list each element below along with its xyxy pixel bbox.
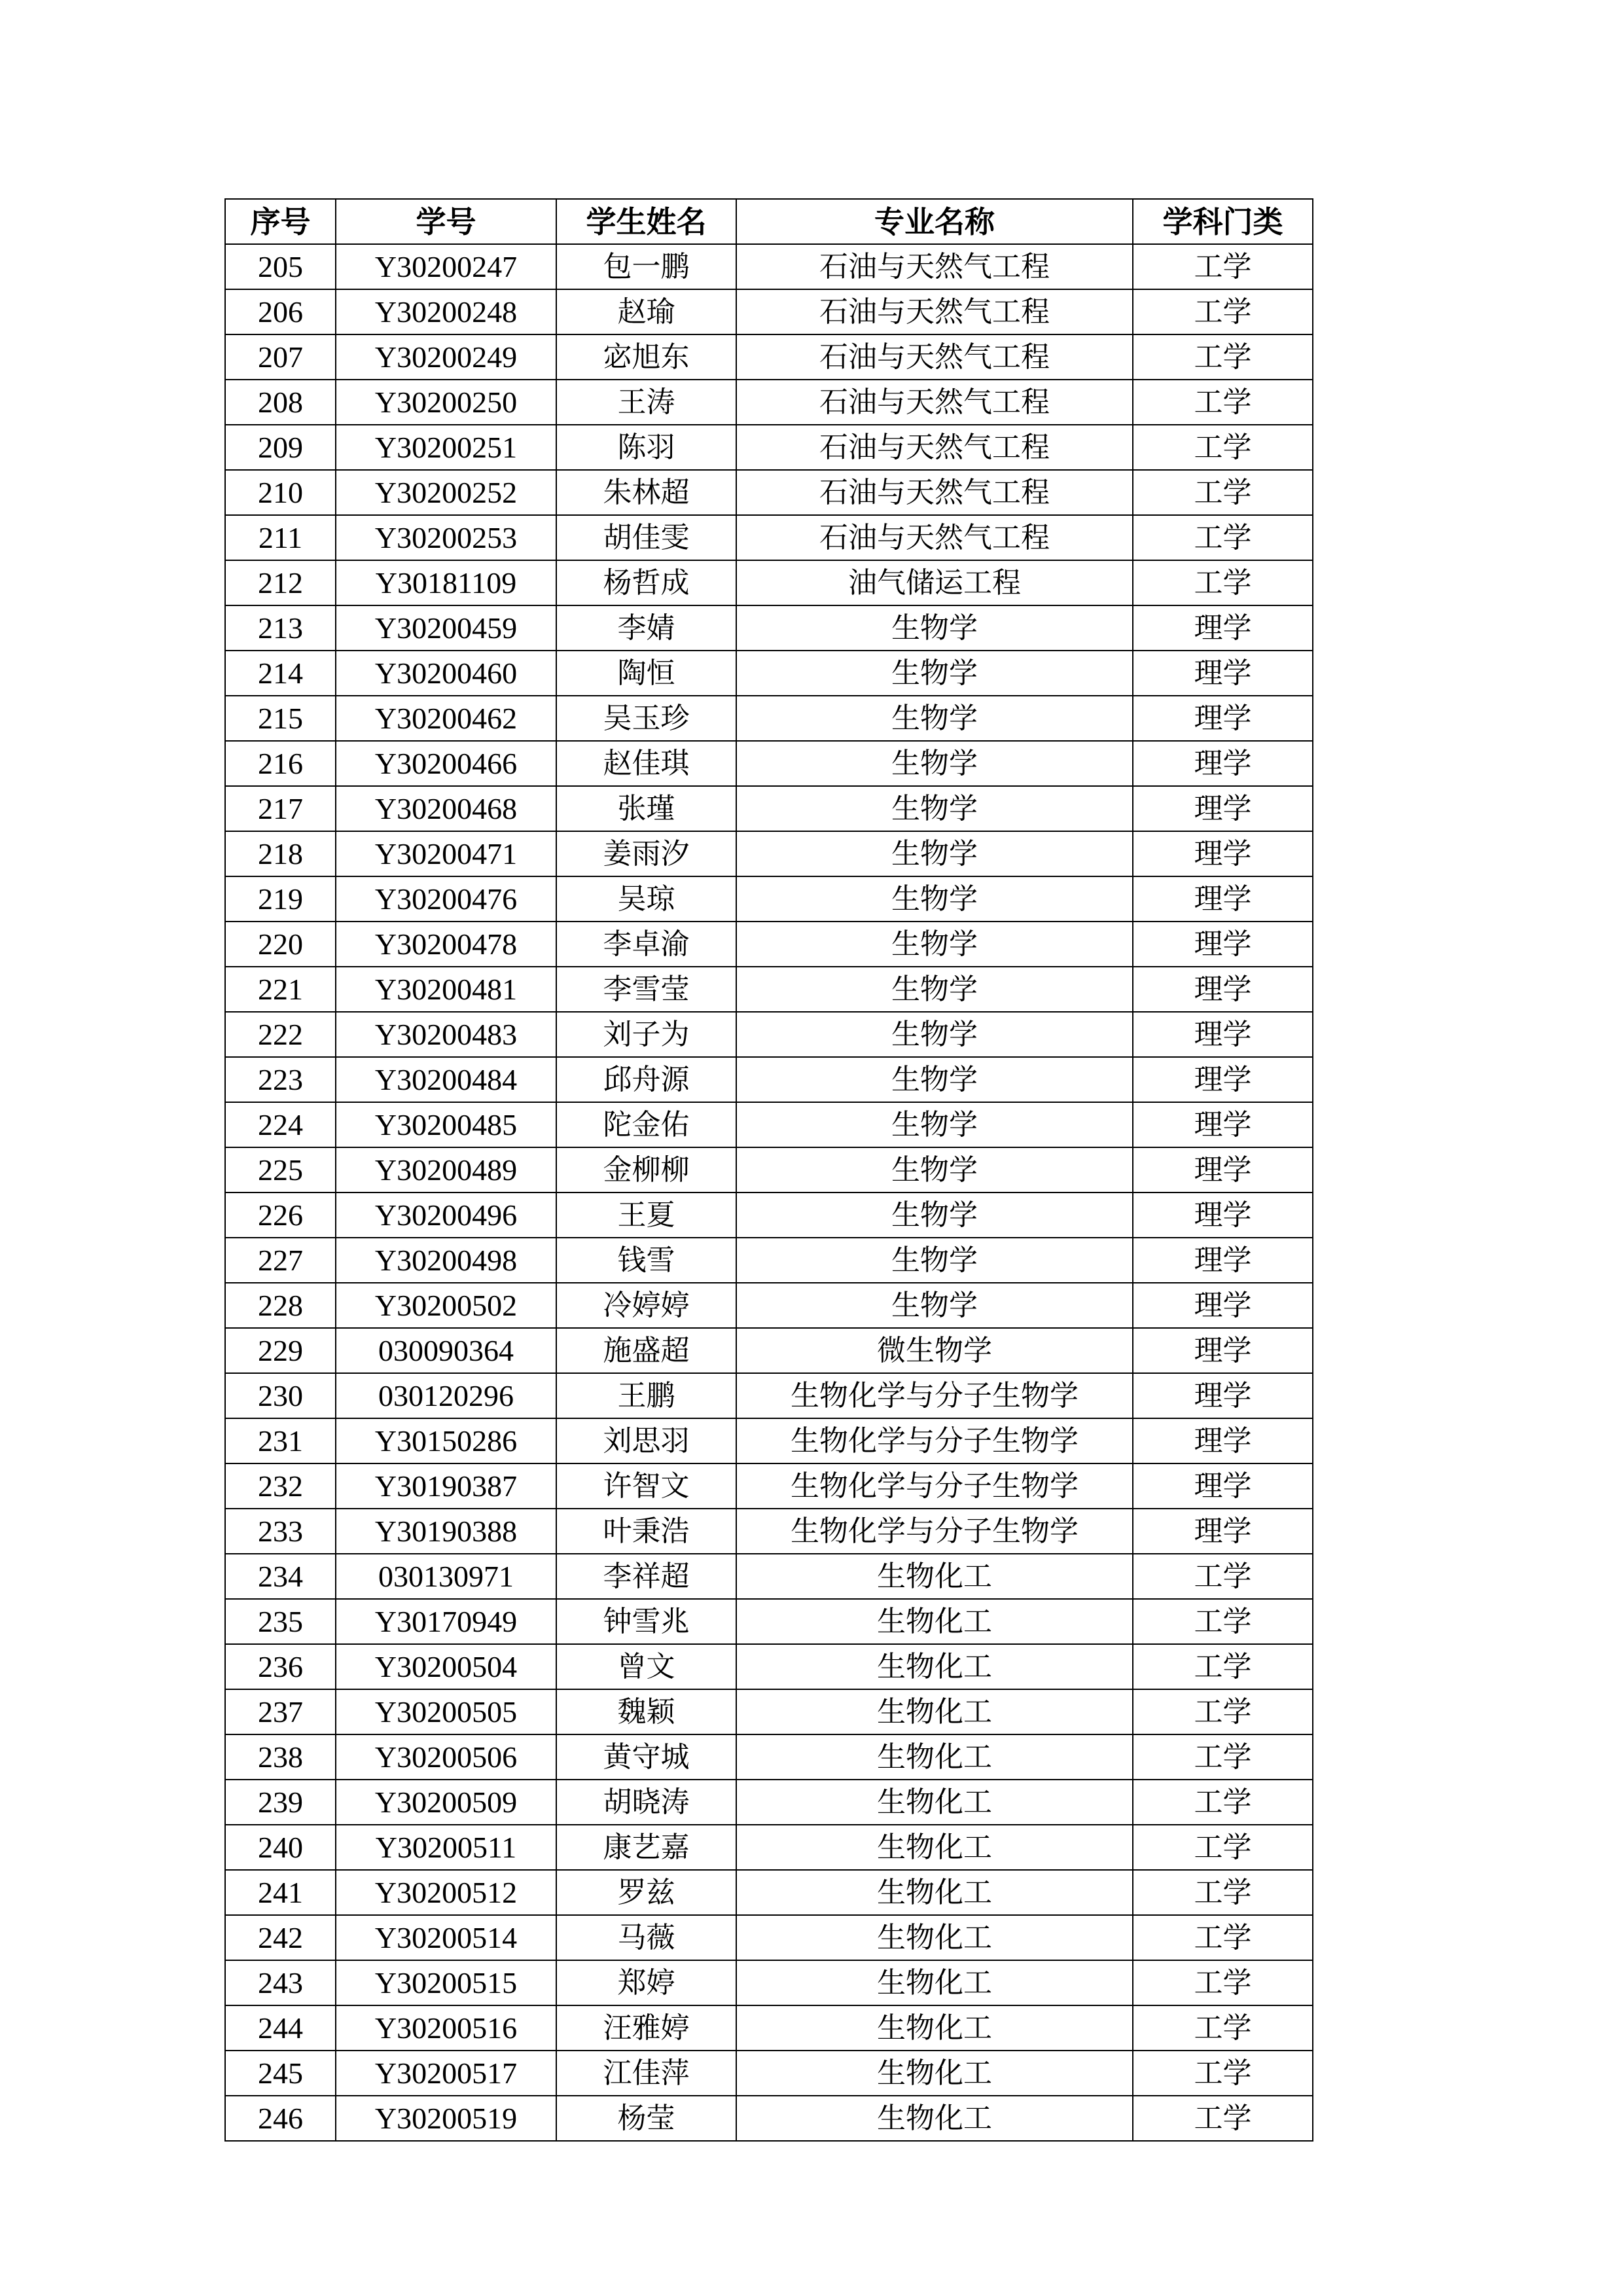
discipline-category-cell: 工学: [1133, 244, 1313, 289]
student-id-cell: Y30200247: [336, 244, 556, 289]
serial-number-cell: 231: [225, 1418, 336, 1463]
student-roster-table: [224, 198, 1313, 2142]
serial-number-cell: 211: [225, 515, 336, 560]
student-id-cell: Y30200468: [336, 786, 556, 831]
student-name-cell: 朱林超: [556, 470, 736, 515]
serial-number-cell: 245: [225, 2051, 336, 2096]
student-id-cell: 030090364: [336, 1328, 556, 1373]
discipline-category-cell: 理学: [1133, 1509, 1313, 1554]
table-header-row: [225, 199, 1313, 244]
student-id-cell: Y30200512: [336, 1870, 556, 1915]
student-id-cell: Y30190387: [336, 1463, 556, 1509]
table-row: [225, 1599, 1313, 1644]
student-id-cell: Y30200251: [336, 425, 556, 470]
student-id-cell: Y30200460: [336, 651, 556, 696]
major-name-cell: 生物学: [736, 831, 1133, 876]
discipline-category-cell: 理学: [1133, 1012, 1313, 1057]
major-name-cell: 生物学: [736, 786, 1133, 831]
student-name-cell: 施盛超: [556, 1328, 736, 1373]
table-row: [225, 1463, 1313, 1509]
major-name-cell: 生物学: [736, 1147, 1133, 1193]
student-id-cell: Y30200506: [336, 1734, 556, 1780]
table-row: [225, 651, 1313, 696]
discipline-category-cell: 理学: [1133, 1057, 1313, 1102]
serial-number-cell: 227: [225, 1238, 336, 1283]
serial-number-cell: 220: [225, 922, 336, 967]
table-row: [225, 1012, 1313, 1057]
student-name-cell: 赵瑜: [556, 289, 736, 334]
student-id-cell: Y30170949: [336, 1599, 556, 1644]
discipline-category-cell: 工学: [1133, 1734, 1313, 1780]
student-id-cell: Y30200515: [336, 1960, 556, 2005]
serial-number-cell: 212: [225, 560, 336, 605]
header-serial-number: 序号: [225, 199, 336, 244]
student-name-cell: 叶秉浩: [556, 1509, 736, 1554]
serial-number-cell: 232: [225, 1463, 336, 1509]
major-name-cell: 生物化工: [736, 1960, 1133, 2005]
table-row: [225, 696, 1313, 741]
major-name-cell: 石油与天然气工程: [736, 515, 1133, 560]
serial-number-cell: 242: [225, 1915, 336, 1960]
discipline-category-cell: 工学: [1133, 560, 1313, 605]
student-id-cell: 030120296: [336, 1373, 556, 1418]
discipline-category-cell: 工学: [1133, 289, 1313, 334]
table-row: [225, 1328, 1313, 1373]
table-row: [225, 1238, 1313, 1283]
student-id-cell: Y30200505: [336, 1689, 556, 1734]
serial-number-cell: 219: [225, 876, 336, 922]
student-name-cell: 姜雨汐: [556, 831, 736, 876]
major-name-cell: 生物学: [736, 1102, 1133, 1147]
student-name-cell: 黄守城: [556, 1734, 736, 1780]
serial-number-cell: 235: [225, 1599, 336, 1644]
student-name-cell: 胡佳雯: [556, 515, 736, 560]
table-row: [225, 2051, 1313, 2096]
student-id-cell: Y30200478: [336, 922, 556, 967]
student-id-cell: Y30200253: [336, 515, 556, 560]
discipline-category-cell: 理学: [1133, 831, 1313, 876]
table-row: [225, 922, 1313, 967]
student-name-cell: 包一鹏: [556, 244, 736, 289]
student-id-cell: Y30200504: [336, 1644, 556, 1689]
discipline-category-cell: 工学: [1133, 1689, 1313, 1734]
serial-number-cell: 215: [225, 696, 336, 741]
serial-number-cell: 246: [225, 2096, 336, 2141]
table-row: [225, 1554, 1313, 1599]
discipline-category-cell: 工学: [1133, 1644, 1313, 1689]
major-name-cell: 生物化学与分子生物学: [736, 1463, 1133, 1509]
serial-number-cell: 241: [225, 1870, 336, 1915]
serial-number-cell: 216: [225, 741, 336, 786]
student-name-cell: 金柳柳: [556, 1147, 736, 1193]
serial-number-cell: 240: [225, 1825, 336, 1870]
major-name-cell: 生物学: [736, 1012, 1133, 1057]
table-row: [225, 380, 1313, 425]
table-row: [225, 605, 1313, 651]
discipline-category-cell: 理学: [1133, 1283, 1313, 1328]
table-row: [225, 1418, 1313, 1463]
discipline-category-cell: 理学: [1133, 876, 1313, 922]
table-row: [225, 1960, 1313, 2005]
major-name-cell: 生物化工: [736, 1644, 1133, 1689]
table-row: [225, 1689, 1313, 1734]
major-name-cell: 生物学: [736, 967, 1133, 1012]
serial-number-cell: 228: [225, 1283, 336, 1328]
header-student-id: 学号: [336, 199, 556, 244]
student-id-cell: 030130971: [336, 1554, 556, 1599]
student-id-cell: Y30190388: [336, 1509, 556, 1554]
table-row: [225, 1825, 1313, 1870]
student-name-cell: 赵佳琪: [556, 741, 736, 786]
student-id-cell: Y30200496: [336, 1193, 556, 1238]
student-id-cell: Y30200471: [336, 831, 556, 876]
table-row: [225, 1057, 1313, 1102]
student-id-cell: Y30200483: [336, 1012, 556, 1057]
student-id-cell: Y30200511: [336, 1825, 556, 1870]
table-row: [225, 1915, 1313, 1960]
table-row: [225, 425, 1313, 470]
student-name-cell: 李祥超: [556, 1554, 736, 1599]
student-id-cell: Y30200248: [336, 289, 556, 334]
serial-number-cell: 205: [225, 244, 336, 289]
major-name-cell: 微生物学: [736, 1328, 1133, 1373]
discipline-category-cell: 理学: [1133, 1463, 1313, 1509]
table-row: [225, 334, 1313, 380]
student-name-cell: 邱舟源: [556, 1057, 736, 1102]
student-id-cell: Y30200485: [336, 1102, 556, 1147]
table-row: [225, 2005, 1313, 2051]
major-name-cell: 生物学: [736, 922, 1133, 967]
major-name-cell: 生物学: [736, 876, 1133, 922]
student-name-cell: 杨莹: [556, 2096, 736, 2141]
discipline-category-cell: 工学: [1133, 2096, 1313, 2141]
student-name-cell: 汪雅婷: [556, 2005, 736, 2051]
discipline-category-cell: 理学: [1133, 1238, 1313, 1283]
student-id-cell: Y30200514: [336, 1915, 556, 1960]
student-id-cell: Y30200489: [336, 1147, 556, 1193]
serial-number-cell: 233: [225, 1509, 336, 1554]
student-name-cell: 张瑾: [556, 786, 736, 831]
discipline-category-cell: 工学: [1133, 1915, 1313, 1960]
serial-number-cell: 207: [225, 334, 336, 380]
discipline-category-cell: 工学: [1133, 470, 1313, 515]
major-name-cell: 生物学: [736, 651, 1133, 696]
serial-number-cell: 229: [225, 1328, 336, 1373]
discipline-category-cell: 工学: [1133, 1780, 1313, 1825]
major-name-cell: 生物化工: [736, 1915, 1133, 1960]
student-id-cell: Y30200252: [336, 470, 556, 515]
major-name-cell: 石油与天然气工程: [736, 289, 1133, 334]
student-id-cell: Y30200517: [336, 2051, 556, 2096]
major-name-cell: 生物化学与分子生物学: [736, 1418, 1133, 1463]
major-name-cell: 石油与天然气工程: [736, 334, 1133, 380]
major-name-cell: 生物化工: [736, 2005, 1133, 2051]
major-name-cell: 生物学: [736, 1193, 1133, 1238]
discipline-category-cell: 理学: [1133, 1193, 1313, 1238]
student-name-cell: 马薇: [556, 1915, 736, 1960]
serial-number-cell: 223: [225, 1057, 336, 1102]
student-name-cell: 李婧: [556, 605, 736, 651]
student-name-cell: 陈羽: [556, 425, 736, 470]
table-row: [225, 786, 1313, 831]
serial-number-cell: 208: [225, 380, 336, 425]
table-row: [225, 876, 1313, 922]
major-name-cell: 石油与天然气工程: [736, 425, 1133, 470]
major-name-cell: 石油与天然气工程: [736, 380, 1133, 425]
student-name-cell: 康艺嘉: [556, 1825, 736, 1870]
table-row: [225, 1102, 1313, 1147]
major-name-cell: 生物化工: [736, 2096, 1133, 2141]
serial-number-cell: 239: [225, 1780, 336, 1825]
major-name-cell: 石油与天然气工程: [736, 470, 1133, 515]
table-row: [225, 244, 1313, 289]
serial-number-cell: 224: [225, 1102, 336, 1147]
discipline-category-cell: 理学: [1133, 1102, 1313, 1147]
discipline-category-cell: 工学: [1133, 2051, 1313, 2096]
student-name-cell: 吴玉珍: [556, 696, 736, 741]
student-id-cell: Y30200466: [336, 741, 556, 786]
serial-number-cell: 244: [225, 2005, 336, 2051]
table-row: [225, 1644, 1313, 1689]
serial-number-cell: 237: [225, 1689, 336, 1734]
header-discipline-category: 学科门类: [1133, 199, 1313, 244]
serial-number-cell: 206: [225, 289, 336, 334]
table-row: [225, 1509, 1313, 1554]
student-name-cell: 杨哲成: [556, 560, 736, 605]
table-row: [225, 470, 1313, 515]
major-name-cell: 生物化工: [736, 2051, 1133, 2096]
table-row: [225, 1283, 1313, 1328]
student-id-cell: Y30200476: [336, 876, 556, 922]
discipline-category-cell: 理学: [1133, 741, 1313, 786]
student-name-cell: 魏颖: [556, 1689, 736, 1734]
discipline-category-cell: 理学: [1133, 651, 1313, 696]
table-row: [225, 1780, 1313, 1825]
serial-number-cell: 217: [225, 786, 336, 831]
student-name-cell: 陀金佑: [556, 1102, 736, 1147]
serial-number-cell: 209: [225, 425, 336, 470]
student-id-cell: Y30200459: [336, 605, 556, 651]
discipline-category-cell: 理学: [1133, 786, 1313, 831]
header-student-name: 学生姓名: [556, 199, 736, 244]
serial-number-cell: 236: [225, 1644, 336, 1689]
major-name-cell: 生物化工: [736, 1825, 1133, 1870]
serial-number-cell: 222: [225, 1012, 336, 1057]
student-name-cell: 曾文: [556, 1644, 736, 1689]
major-name-cell: 生物化学与分子生物学: [736, 1373, 1133, 1418]
student-name-cell: 许智文: [556, 1463, 736, 1509]
student-name-cell: 钱雪: [556, 1238, 736, 1283]
table-row: [225, 1734, 1313, 1780]
serial-number-cell: 226: [225, 1193, 336, 1238]
major-name-cell: 生物化工: [736, 1689, 1133, 1734]
header-major-name: 专业名称: [736, 199, 1133, 244]
major-name-cell: 生物学: [736, 605, 1133, 651]
table-row: [225, 1193, 1313, 1238]
student-id-cell: Y30150286: [336, 1418, 556, 1463]
major-name-cell: 生物学: [736, 696, 1133, 741]
serial-number-cell: 210: [225, 470, 336, 515]
major-name-cell: 生物学: [736, 741, 1133, 786]
serial-number-cell: 243: [225, 1960, 336, 2005]
major-name-cell: 生物化工: [736, 1734, 1133, 1780]
major-name-cell: 生物化工: [736, 1870, 1133, 1915]
discipline-category-cell: 工学: [1133, 1870, 1313, 1915]
discipline-category-cell: 工学: [1133, 334, 1313, 380]
student-name-cell: 冷婷婷: [556, 1283, 736, 1328]
table-body: [225, 244, 1313, 2141]
table-row: [225, 515, 1313, 560]
student-id-cell: Y30200462: [336, 696, 556, 741]
table-row: [225, 831, 1313, 876]
serial-number-cell: 218: [225, 831, 336, 876]
serial-number-cell: 238: [225, 1734, 336, 1780]
student-id-cell: Y30200516: [336, 2005, 556, 2051]
student-id-cell: Y30200509: [336, 1780, 556, 1825]
table-row: [225, 1373, 1313, 1418]
major-name-cell: 生物学: [736, 1057, 1133, 1102]
student-id-cell: Y30200481: [336, 967, 556, 1012]
discipline-category-cell: 工学: [1133, 425, 1313, 470]
serial-number-cell: 213: [225, 605, 336, 651]
discipline-category-cell: 理学: [1133, 922, 1313, 967]
student-name-cell: 李卓渝: [556, 922, 736, 967]
major-name-cell: 生物化工: [736, 1554, 1133, 1599]
table-row: [225, 289, 1313, 334]
major-name-cell: 生物化工: [736, 1780, 1133, 1825]
student-id-cell: Y30200519: [336, 2096, 556, 2141]
major-name-cell: 生物化学与分子生物学: [736, 1509, 1133, 1554]
student-id-cell: Y30200502: [336, 1283, 556, 1328]
discipline-category-cell: 理学: [1133, 696, 1313, 741]
student-name-cell: 钟雪兆: [556, 1599, 736, 1644]
discipline-category-cell: 工学: [1133, 1825, 1313, 1870]
table-row: [225, 967, 1313, 1012]
student-id-cell: Y30200249: [336, 334, 556, 380]
serial-number-cell: 221: [225, 967, 336, 1012]
serial-number-cell: 225: [225, 1147, 336, 1193]
serial-number-cell: 234: [225, 1554, 336, 1599]
table-row: [225, 2096, 1313, 2141]
student-name-cell: 王涛: [556, 380, 736, 425]
student-id-cell: Y30200484: [336, 1057, 556, 1102]
discipline-category-cell: 理学: [1133, 1373, 1313, 1418]
table-row: [225, 1870, 1313, 1915]
discipline-category-cell: 工学: [1133, 2005, 1313, 2051]
student-name-cell: 郑婷: [556, 1960, 736, 2005]
serial-number-cell: 214: [225, 651, 336, 696]
major-name-cell: 生物化工: [736, 1599, 1133, 1644]
discipline-category-cell: 理学: [1133, 1418, 1313, 1463]
discipline-category-cell: 理学: [1133, 605, 1313, 651]
discipline-category-cell: 理学: [1133, 967, 1313, 1012]
discipline-category-cell: 工学: [1133, 1554, 1313, 1599]
serial-number-cell: 230: [225, 1373, 336, 1418]
student-name-cell: 李雪莹: [556, 967, 736, 1012]
student-id-cell: Y30200250: [336, 380, 556, 425]
major-name-cell: 生物学: [736, 1283, 1133, 1328]
student-name-cell: 刘思羽: [556, 1418, 736, 1463]
table-row: [225, 741, 1313, 786]
major-name-cell: 石油与天然气工程: [736, 244, 1133, 289]
discipline-category-cell: 理学: [1133, 1328, 1313, 1373]
student-id-cell: Y30181109: [336, 560, 556, 605]
student-name-cell: 刘子为: [556, 1012, 736, 1057]
student-name-cell: 王夏: [556, 1193, 736, 1238]
student-name-cell: 江佳萍: [556, 2051, 736, 2096]
table-row: [225, 1147, 1313, 1193]
student-name-cell: 陶恒: [556, 651, 736, 696]
table-row: [225, 560, 1313, 605]
major-name-cell: 生物学: [736, 1238, 1133, 1283]
major-name-cell: 油气储运工程: [736, 560, 1133, 605]
student-name-cell: 王鹏: [556, 1373, 736, 1418]
discipline-category-cell: 工学: [1133, 1960, 1313, 2005]
discipline-category-cell: 工学: [1133, 515, 1313, 560]
student-name-cell: 胡晓涛: [556, 1780, 736, 1825]
student-name-cell: 吴琼: [556, 876, 736, 922]
discipline-category-cell: 工学: [1133, 380, 1313, 425]
discipline-category-cell: 工学: [1133, 1599, 1313, 1644]
discipline-category-cell: 理学: [1133, 1147, 1313, 1193]
student-name-cell: 宓旭东: [556, 334, 736, 380]
student-name-cell: 罗兹: [556, 1870, 736, 1915]
student-id-cell: Y30200498: [336, 1238, 556, 1283]
